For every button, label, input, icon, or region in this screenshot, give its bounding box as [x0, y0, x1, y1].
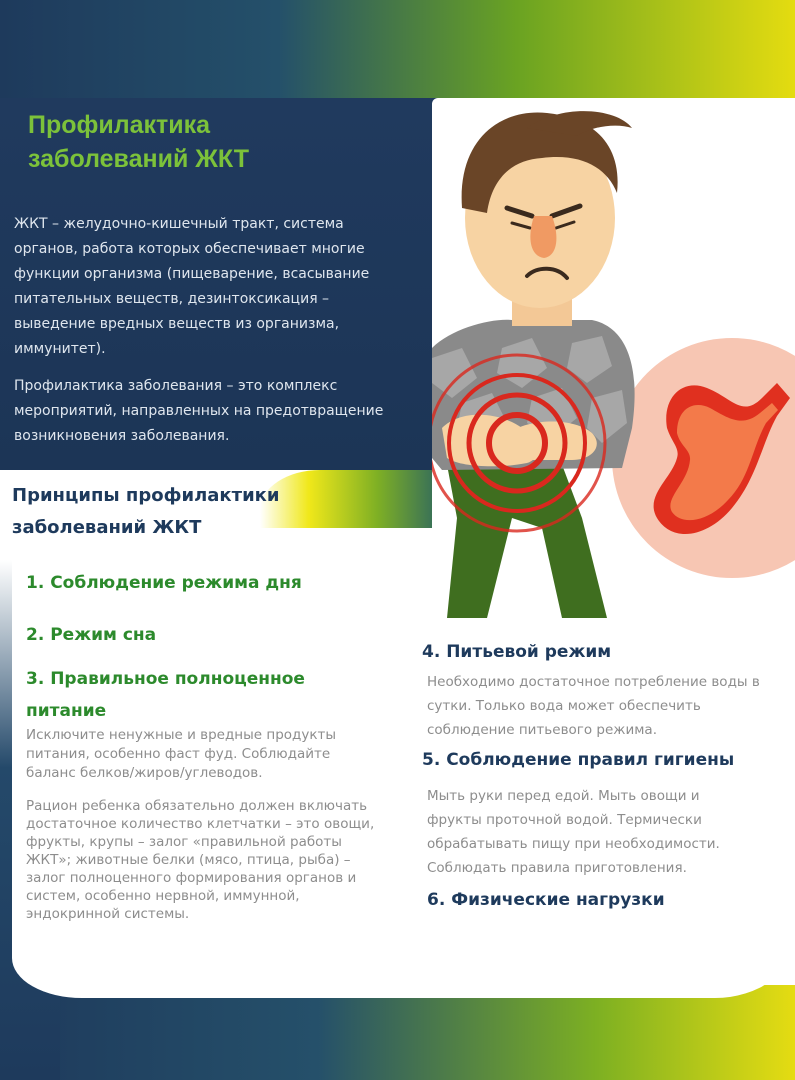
- man-figure-icon: [432, 111, 635, 618]
- item-3-text-1: Исключите ненужные и вредные продукты питания, особенно фаст фуд. Соблюдайте баланс белков/жиров/углеводов.: [26, 727, 337, 781]
- intro-paragraph-2: Профилактика заболевания – это комплекс мероприятий, направленных на предотвращение возникновения заболевания.: [14, 378, 384, 444]
- page-title: [28, 108, 328, 176]
- title-line-1: Профилактика: [28, 111, 211, 139]
- item-1-title: 1. Соблюдение режима дня: [26, 573, 302, 593]
- bottom-gradient-band: [0, 985, 795, 1080]
- item-4-title: 4. Питьевой режим: [422, 642, 612, 662]
- item-5-text: Мыть руки перед едой. Мыть овощи и фрукты проточной водой. Термически обрабатывать пищу при необходимости. Соблюдать правила приготовления.: [427, 788, 720, 876]
- item-3-title: [26, 663, 386, 727]
- title-line-2: заболеваний ЖКТ: [28, 145, 250, 173]
- principles-heading-line-1: Принципы профилактики: [12, 485, 280, 506]
- item-2-title: 2. Режим сна: [26, 625, 157, 645]
- item-3-text-2: Рацион ребенка обязательно должен включать достаточное количество клетчатки – это овощи, фрукты, крупы – залог «правильной работы ЖКТ»; животные белки (мясо, птица, рыба) – залог полноценного формирования органов и систем, особенно нервной, иммунной, эндокринной системы.: [26, 798, 375, 922]
- principles-heading: [12, 480, 312, 544]
- item-3-title-line-2: питание: [26, 701, 107, 721]
- intro-paragraph-1: ЖКТ – желудочно-кишечный тракт, система органов, работа которых обеспечивает многие функции организма (пищеварение, всасывание питательных веществ, дезинтоксикация – выведение вредных веществ из организма, иммунитет).: [14, 216, 370, 357]
- item-6-title: 6. Физические нагрузки: [427, 890, 665, 910]
- stomach-ache-illustration: [432, 98, 795, 618]
- item-4-text: Необходимо достаточное потребление воды в сутки. Только вода может обеспечить соблюдение питьевого режима.: [427, 674, 760, 738]
- item-3-title-line-1: 3. Правильное полноценное: [26, 669, 305, 689]
- stomach-icon: [612, 338, 795, 578]
- principles-heading-line-2: заболеваний ЖКТ: [12, 517, 202, 538]
- item-5-title: 5. Соблюдение правил гигиены: [422, 750, 735, 770]
